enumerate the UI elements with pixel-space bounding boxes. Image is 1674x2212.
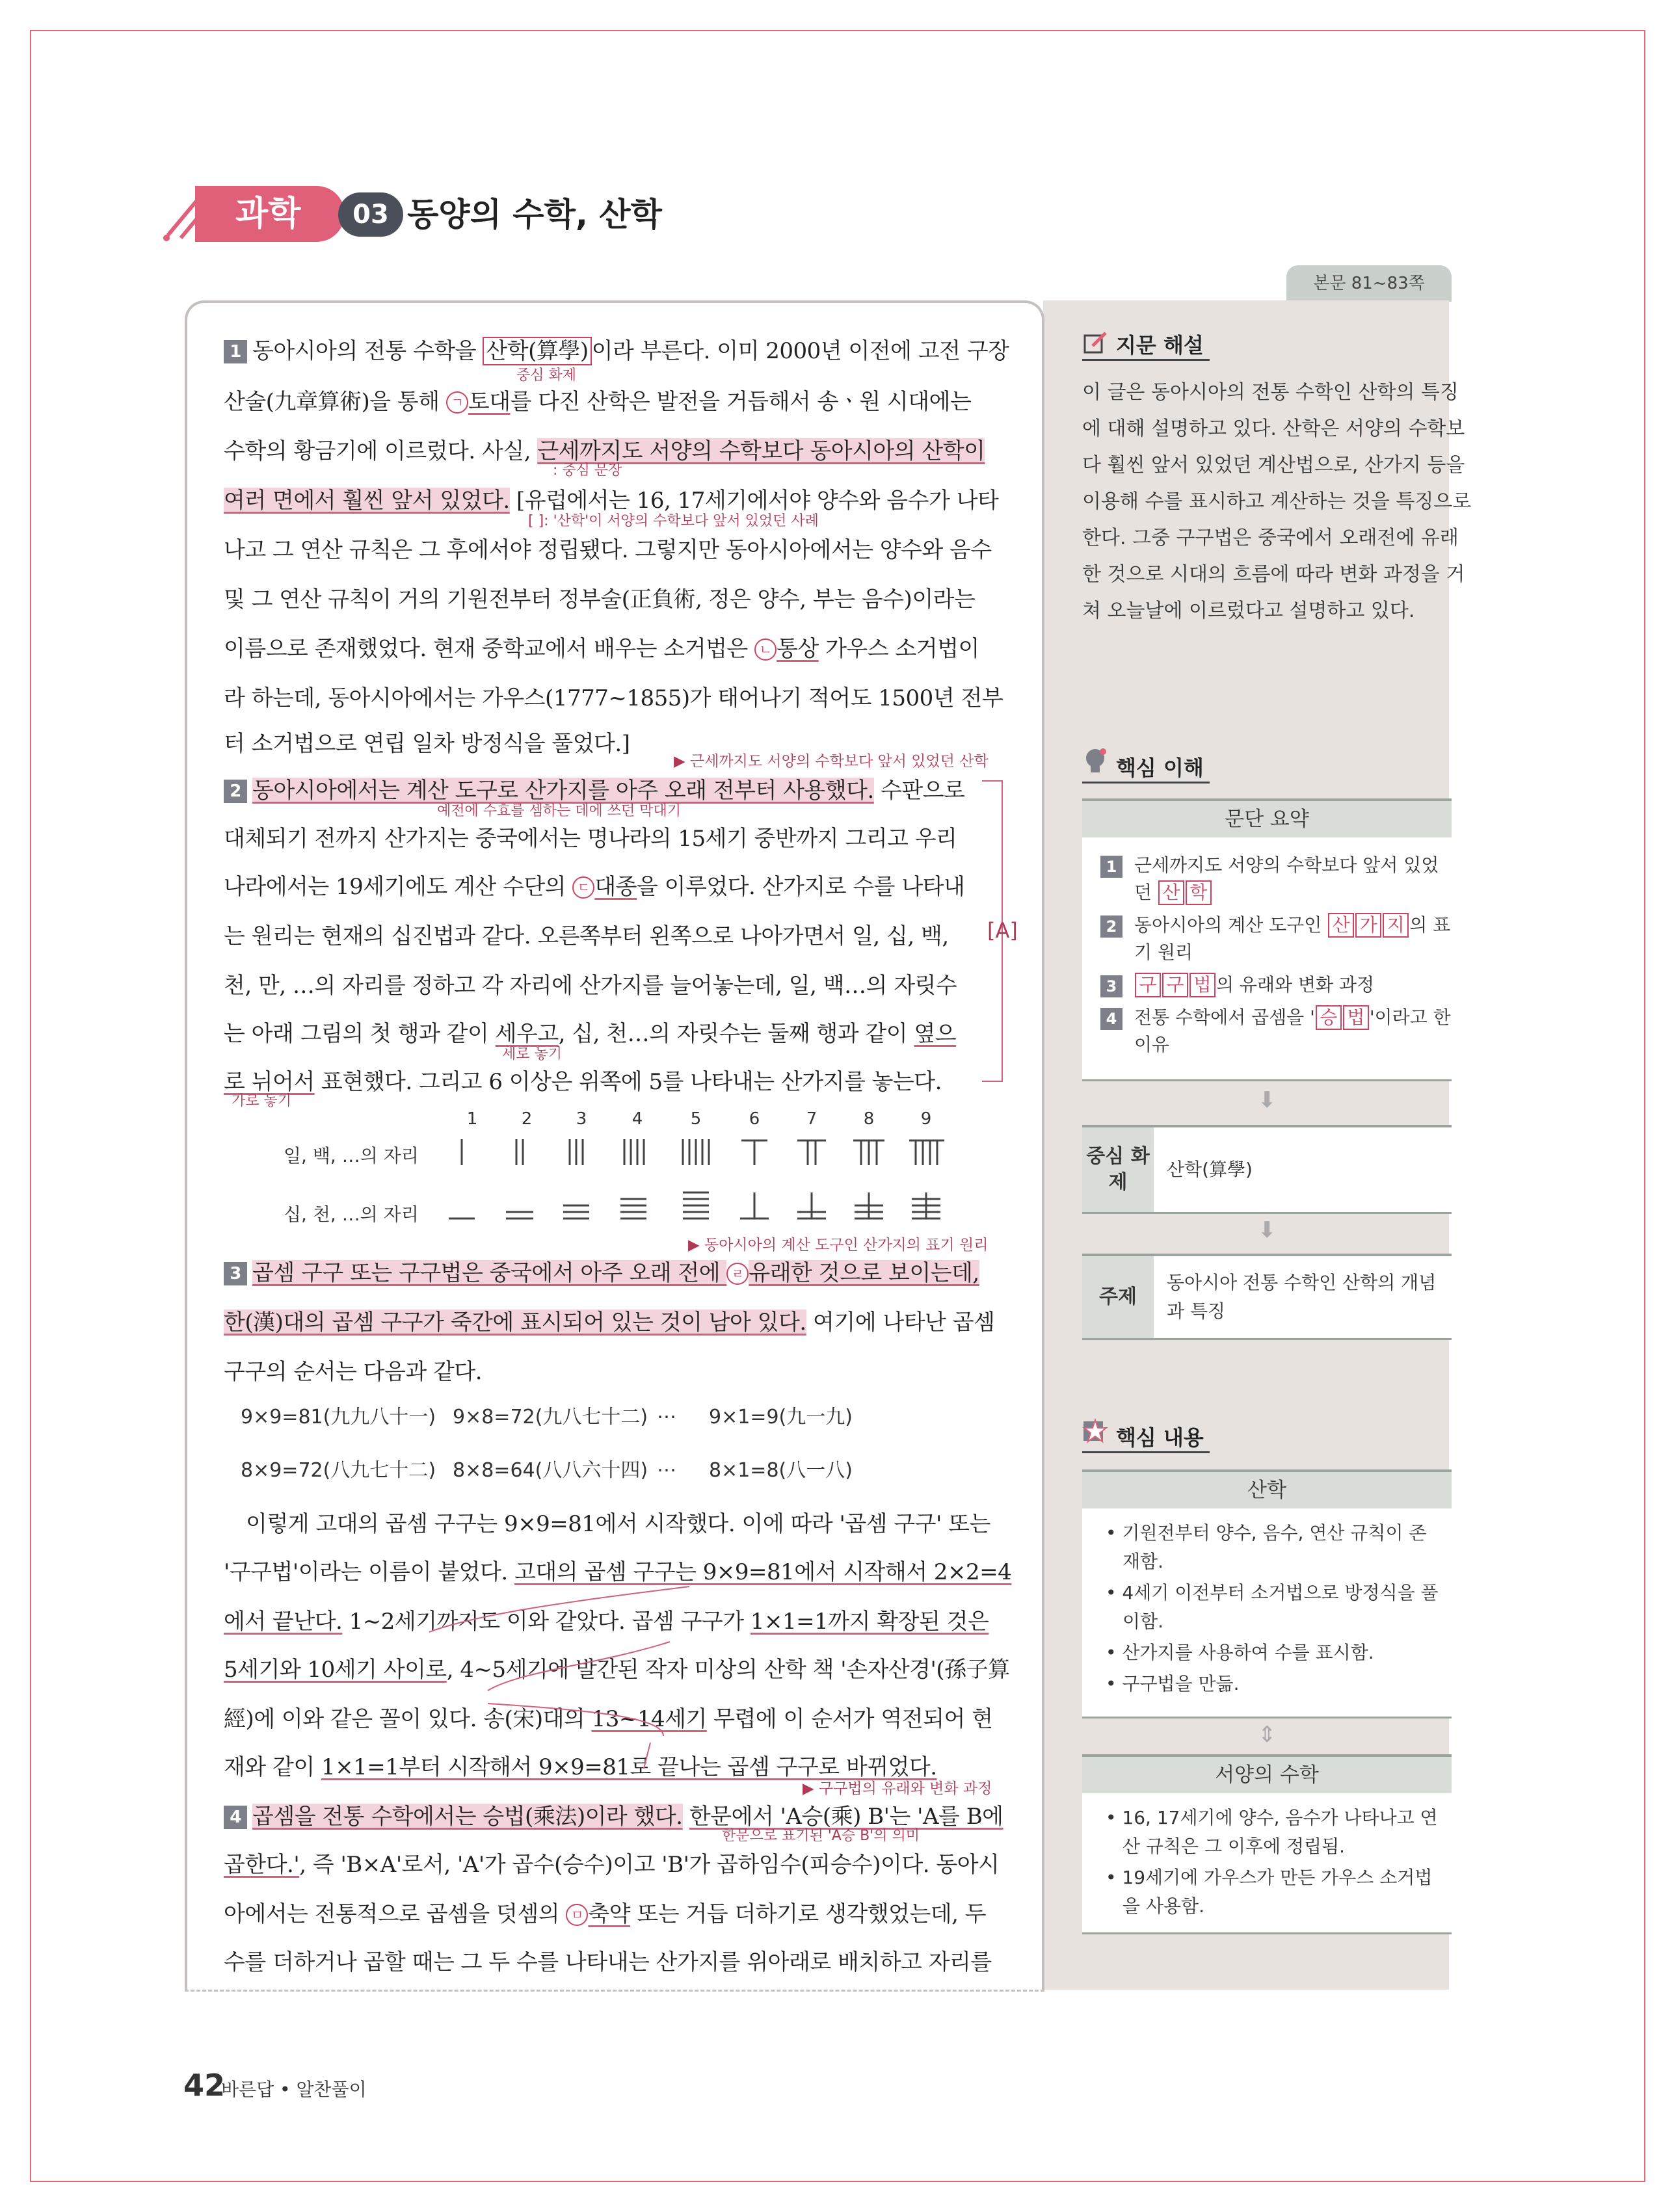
multiplication-item: 8×9=72(八九七十二) — [241, 1459, 436, 1482]
paragraph-summary-tag: ▶ 근세까지도 서양의 수학보다 앞서 있었던 산학 — [674, 753, 989, 770]
annotation-example: [ ]: '산학'이 서양의 수학보다 앞서 있었던 사례 — [528, 513, 819, 529]
annotation-central-topic: 중심 화제 — [516, 367, 577, 384]
subject-badge: 과학 — [195, 186, 345, 242]
p1-line4: 여러 면에서 훨씬 앞서 있었다. [유럽에서는 16, 17세기에서야 양수와 음수가 나타 — [224, 488, 999, 514]
rod-h4 — [620, 1199, 646, 1218]
section-heading-content: 핵심 내용 — [1116, 1425, 1204, 1450]
passage-box-bottom — [185, 1990, 1044, 1992]
theme-row — [1082, 1254, 1452, 1340]
content-box-western — [1082, 1754, 1452, 1934]
down-arrow-icon: ⬇ — [1258, 1217, 1277, 1243]
content-box-title: 서양의 수학 — [1082, 1754, 1452, 1793]
down-arrow-icon: ⬇ — [1258, 1087, 1277, 1113]
lightbulb-icon — [1082, 746, 1108, 775]
marker-circle: ㄴ — [754, 639, 777, 661]
multiplication-item: 9×8=72(九八七十二) — [453, 1406, 648, 1429]
rod-v8 — [853, 1140, 884, 1165]
p2-line6: 는 아래 그림의 첫 행과 같이 세우고, 십, 천…의 자릿수는 둘째 행과 같이 옆으 — [224, 1021, 957, 1047]
page-reference-tab: 본문 81~83쪽 — [1286, 265, 1452, 302]
sanhak-list — [1082, 1508, 1452, 1698]
rod-v4 — [624, 1139, 644, 1165]
section-number: 03 — [338, 192, 403, 237]
section-heading-understanding: 핵심 이해 — [1116, 756, 1204, 780]
rod-h9 — [912, 1192, 940, 1218]
annotation-vertical: 세로 놓기 — [502, 1046, 563, 1062]
marker-circle: ㄷ — [572, 876, 594, 899]
content-list-item: • 구구법을 만듦. — [1106, 1673, 1240, 1694]
flow-arrows — [390, 1573, 845, 1782]
rod-column-header: 3 — [576, 1109, 587, 1129]
pencil-icon — [1082, 330, 1108, 356]
theme-value: 동아시아 전통 수학인 산학의 개념과 특징 — [1167, 1272, 1437, 1322]
content-box-sanhak — [1082, 1469, 1452, 1718]
p1-line3: 수학의 황금기에 이르렀다. 사실, 근세까지도 서양의 수학보다 동아시아의 산학이 — [224, 438, 985, 464]
paragraph-summary-box — [1082, 798, 1452, 1081]
heading-underline — [1082, 782, 1210, 783]
p2-line1: 2 동아시아에서는 계산 도구로 산가지를 아주 오래 전부터 사용했다. 수판으로 — [224, 772, 1004, 804]
multiplication-item: 8×1=8(八一八) — [709, 1459, 853, 1482]
p2-line4: 는 원리는 현재의 십진법과 같다. 오른쪽부터 왼쪽으로 나아가면서 일, 십, 백, — [224, 923, 949, 949]
p3-line8: 經)에 이와 같은 꼴이 있다. 송(宋)대의 13~14세기 무렵에 이 순서가 역전되어 현 — [224, 1706, 993, 1732]
rod-h6 — [740, 1192, 769, 1218]
p3-line3: 구구의 순서는 다음과 같다. — [224, 1359, 483, 1385]
central-topic-row — [1082, 1125, 1452, 1214]
annotation-horizontal: 가로 놓기 — [232, 1093, 292, 1109]
updown-arrow-icon: ⇕ — [1258, 1722, 1277, 1748]
p2-line7: 로 뉘어서 표현했다. 그리고 6 이상은 위쪽에 5를 나타내는 산가지를 놓는다. — [224, 1069, 942, 1095]
p2-line5: 천, 만, …의 자리를 정하고 각 자리에 산가지를 늘어놓는데, 일, 백…의 자릿수 — [224, 973, 957, 999]
central-topic-box: 산학(算學) — [483, 337, 591, 365]
theme-label: 주제 — [1082, 1256, 1154, 1338]
content-list-item: • 기원전부터 양수, 음수, 연산 규칙이 존재함. — [1106, 1522, 1427, 1572]
rod-v7 — [797, 1140, 826, 1165]
rod-column-header: 6 — [749, 1109, 760, 1129]
rod-v9 — [909, 1140, 944, 1165]
p1-line7: 이름으로 존재했었다. 현재 중학교에서 배우는 소거법은 ㄴ 통상 가우스 소거법이 — [224, 636, 979, 662]
multiplication-item: 9×1=9(九一九) — [709, 1406, 853, 1429]
marker-circle: ㄹ — [726, 1263, 749, 1285]
rod-row-label-1: 일, 백, …의 자리 — [284, 1145, 419, 1166]
content-box-title: 산학 — [1082, 1469, 1452, 1508]
central-topic-label: 중심 화제 — [1082, 1127, 1154, 1212]
p1-line8: 라 하는데, 동아시아에서는 가우스(1777~1855)가 태어나기 적어도 1500년 전부 — [224, 685, 1003, 711]
central-topic-value: 산학(算學) — [1167, 1159, 1253, 1180]
bracket-label: [A] — [987, 918, 1018, 943]
rod-v3 — [570, 1139, 583, 1165]
p2-line2: 대체되기 전까지 산가지는 중국에서는 명나라의 15세기 중반까지 그리고 우리 — [224, 826, 957, 852]
rod-column-header: 8 — [863, 1109, 875, 1129]
p3-line7: 5세기와 10세기 사이로, 4~5세기에 발간된 작자 미상의 산학 책 '손자산경'(孫子算 — [224, 1657, 1010, 1683]
p4-line2: 곱한다.', 즉 'B×A'로서, 'A'가 곱수(승수)이고 'B'가 곱하임수(피승수)이다. 동아시 — [224, 1852, 1000, 1878]
summary-item-2: 2 동아시아의 계산 도구인 산 가 지 의 표기 원리 — [1082, 909, 1452, 969]
rod-column-header: 5 — [690, 1109, 702, 1129]
annotation-definition: 예전에 수효를 셈하는 데에 쓰던 막대기 — [437, 803, 681, 819]
footer-label: 바른답 • 알찬풀이 — [221, 2079, 367, 2100]
paragraph-summary-tag: ▶ 구구법의 유래와 변화 과정 — [803, 1780, 992, 1797]
section-heading-explanation: 지문 해설 — [1116, 333, 1204, 358]
p3-line5: '구구법'이라는 이름이 붙었다. 고대의 곱셈 구구는 9×9=81에서 시작해서 2×2=4 — [224, 1559, 1012, 1585]
rod-column-header: 7 — [806, 1109, 817, 1129]
heading-underline — [1082, 1451, 1210, 1453]
marker-circle: ㄱ — [446, 391, 468, 414]
rod-row-label-2: 십, 천, …의 자리 — [284, 1204, 419, 1225]
summary-item-3: 3 구 구 법 의 유래와 변화 과정 — [1082, 969, 1452, 1001]
p4-line4: 수를 더하거나 곱할 때는 그 두 수를 나타내는 산가지를 위아래로 배치하고 자리를 — [224, 1949, 992, 1975]
explanation-text: 이 글은 동아시아의 전통 수학인 산학의 특징에 대해 설명하고 있다. 산학은 서양의 수학보다 훨씬 앞서 있었던 계산법으로, 산가지 등을 이용해 수를 표시하고 계산하는 것을 특징으로 한다. 그중 구구법은 중국에서 오래전에 유래한 것으로 시대의 흐름에 따라 변화 과정을 거쳐 오늘날에 이르렀다고 설명하고 있다. — [1082, 381, 1472, 622]
p3-line1: 3 곱셈 구구 또는 구구법은 중국에서 아주 오래 전에 ㄹ 유래한 것으로 보이는데, — [224, 1255, 1004, 1287]
rod-v6 — [741, 1140, 767, 1165]
p3-line4: 이렇게 고대의 곱셈 구구는 9×9=81에서 시작했다. 이에 따라 '곱셈 구구' 또는 — [246, 1511, 990, 1537]
multiplication-item: … — [657, 1401, 676, 1423]
star-icon — [1082, 1417, 1108, 1443]
p3-line6: 에서 끝난다. 1~2세기까지도 이와 같았다. 곱셈 구구가 1×1=1까지 확장된 것은 — [224, 1609, 989, 1635]
rod-h8 — [855, 1192, 883, 1218]
p3-line2: 한(漢)대의 곱셈 구구가 죽간에 표시되어 있는 것이 남아 있다. 여기에 나타난 곱셈 — [224, 1310, 995, 1336]
rod-column-header: 2 — [521, 1109, 533, 1129]
paragraph-number: 4 — [224, 1806, 247, 1829]
paragraph-number: 3 — [224, 1262, 247, 1285]
heading-underline — [1082, 359, 1210, 361]
p4-line3: 아에서는 전통적으로 곱셈을 덧셈의 ㅁ 축약 또는 거듭 더하기로 생각했었는데, 두 — [224, 1901, 987, 1927]
multiplication-item: 8×8=64(八八六十四) — [453, 1459, 648, 1482]
rod-column-header: 9 — [920, 1109, 932, 1129]
paragraph-number: 2 — [224, 780, 247, 803]
rod-h3 — [563, 1205, 589, 1218]
content-list-item: • 16, 17세기에 양수, 음수가 나타나고 연산 규칙은 그 이후에 정립됨. — [1106, 1807, 1438, 1857]
rod-v5 — [683, 1139, 709, 1165]
p1-line2: 산술(九章算術)을 통해 ㄱ 토대를 다진 산학은 발전을 거듭해서 송ㆍ원 시대에는 — [224, 389, 972, 415]
p1-line1: 1 동아시아의 전통 수학을 산학(算學) 이라 부른다. 이미 2000년 이전에 고전 구장 — [224, 333, 1004, 365]
content-list-item: • 산가지를 사용하여 수를 표시함. — [1106, 1642, 1374, 1663]
annotation-meaning: 한문으로 표기된 'A승 B'의 의미 — [722, 1828, 920, 1844]
multiplication-item: … — [657, 1454, 676, 1477]
p3-line9: 재와 같이 1×1=1부터 시작해서 9×9=81로 끝나는 곱셈 구구로 바뀌었다. — [224, 1754, 937, 1780]
western-list — [1082, 1793, 1452, 1921]
annotation-key-sentence: : 중심 문장 — [553, 462, 622, 479]
summary-item-1: 1 근세까지도 서양의 수학보다 앞서 있었던 산 학 — [1082, 849, 1452, 909]
rod-column-header: 4 — [631, 1109, 643, 1129]
page-title: 동양의 수학, 산학 — [407, 196, 662, 233]
summary-title: 문단 요약 — [1082, 798, 1452, 837]
rod-h2 — [506, 1212, 533, 1218]
content-list-item: • 4세기 이전부터 소거법으로 방정식을 풀이함. — [1106, 1582, 1439, 1632]
content-list-item: • 19세기에 가우스가 만든 가우스 소거법을 사용함. — [1106, 1867, 1433, 1917]
p4-line1: 4 곱셈을 전통 수학에서는 승법(乘法)이라 했다. 한문에서 'A승(乘) B'는 'A를 B에 — [224, 1798, 1004, 1830]
p1-line5: 나고 그 연산 규칙은 그 후에서야 정립됐다. 그렇지만 동아시아에서는 양수와 음수 — [224, 537, 992, 563]
rod-column-header: 1 — [466, 1109, 478, 1129]
counting-rods-figure — [442, 1131, 976, 1229]
p1-line6: 및 그 연산 규칙이 거의 기원전부터 정부술(正負術, 정은 양수, 부는 음수)이라는 — [224, 586, 976, 612]
p2-line3: 나라에서는 19세기에도 계산 수단의 ㄷ 대종을 이루었다. 산가지로 수를 나타내 — [224, 874, 965, 900]
rod-v2 — [516, 1139, 523, 1165]
paragraph-number: 1 — [224, 340, 247, 363]
page-number: 42 — [183, 2068, 226, 2103]
rod-h7 — [797, 1192, 826, 1218]
multiplication-item: 9×9=81(九九八十一) — [241, 1406, 436, 1429]
p1-line9: 터 소거법으로 연립 일차 방정식을 풀었다.] — [224, 731, 630, 757]
paragraph-summary-tag: ▶ 동아시아의 계산 도구인 산가지의 표기 원리 — [688, 1237, 989, 1254]
rod-h5 — [683, 1192, 709, 1218]
summary-item-4: 4 전통 수학에서 곱셈을 ' 승 법 '이라고 한 이유 — [1082, 1001, 1452, 1061]
marker-circle: ㅁ — [566, 1904, 588, 1926]
